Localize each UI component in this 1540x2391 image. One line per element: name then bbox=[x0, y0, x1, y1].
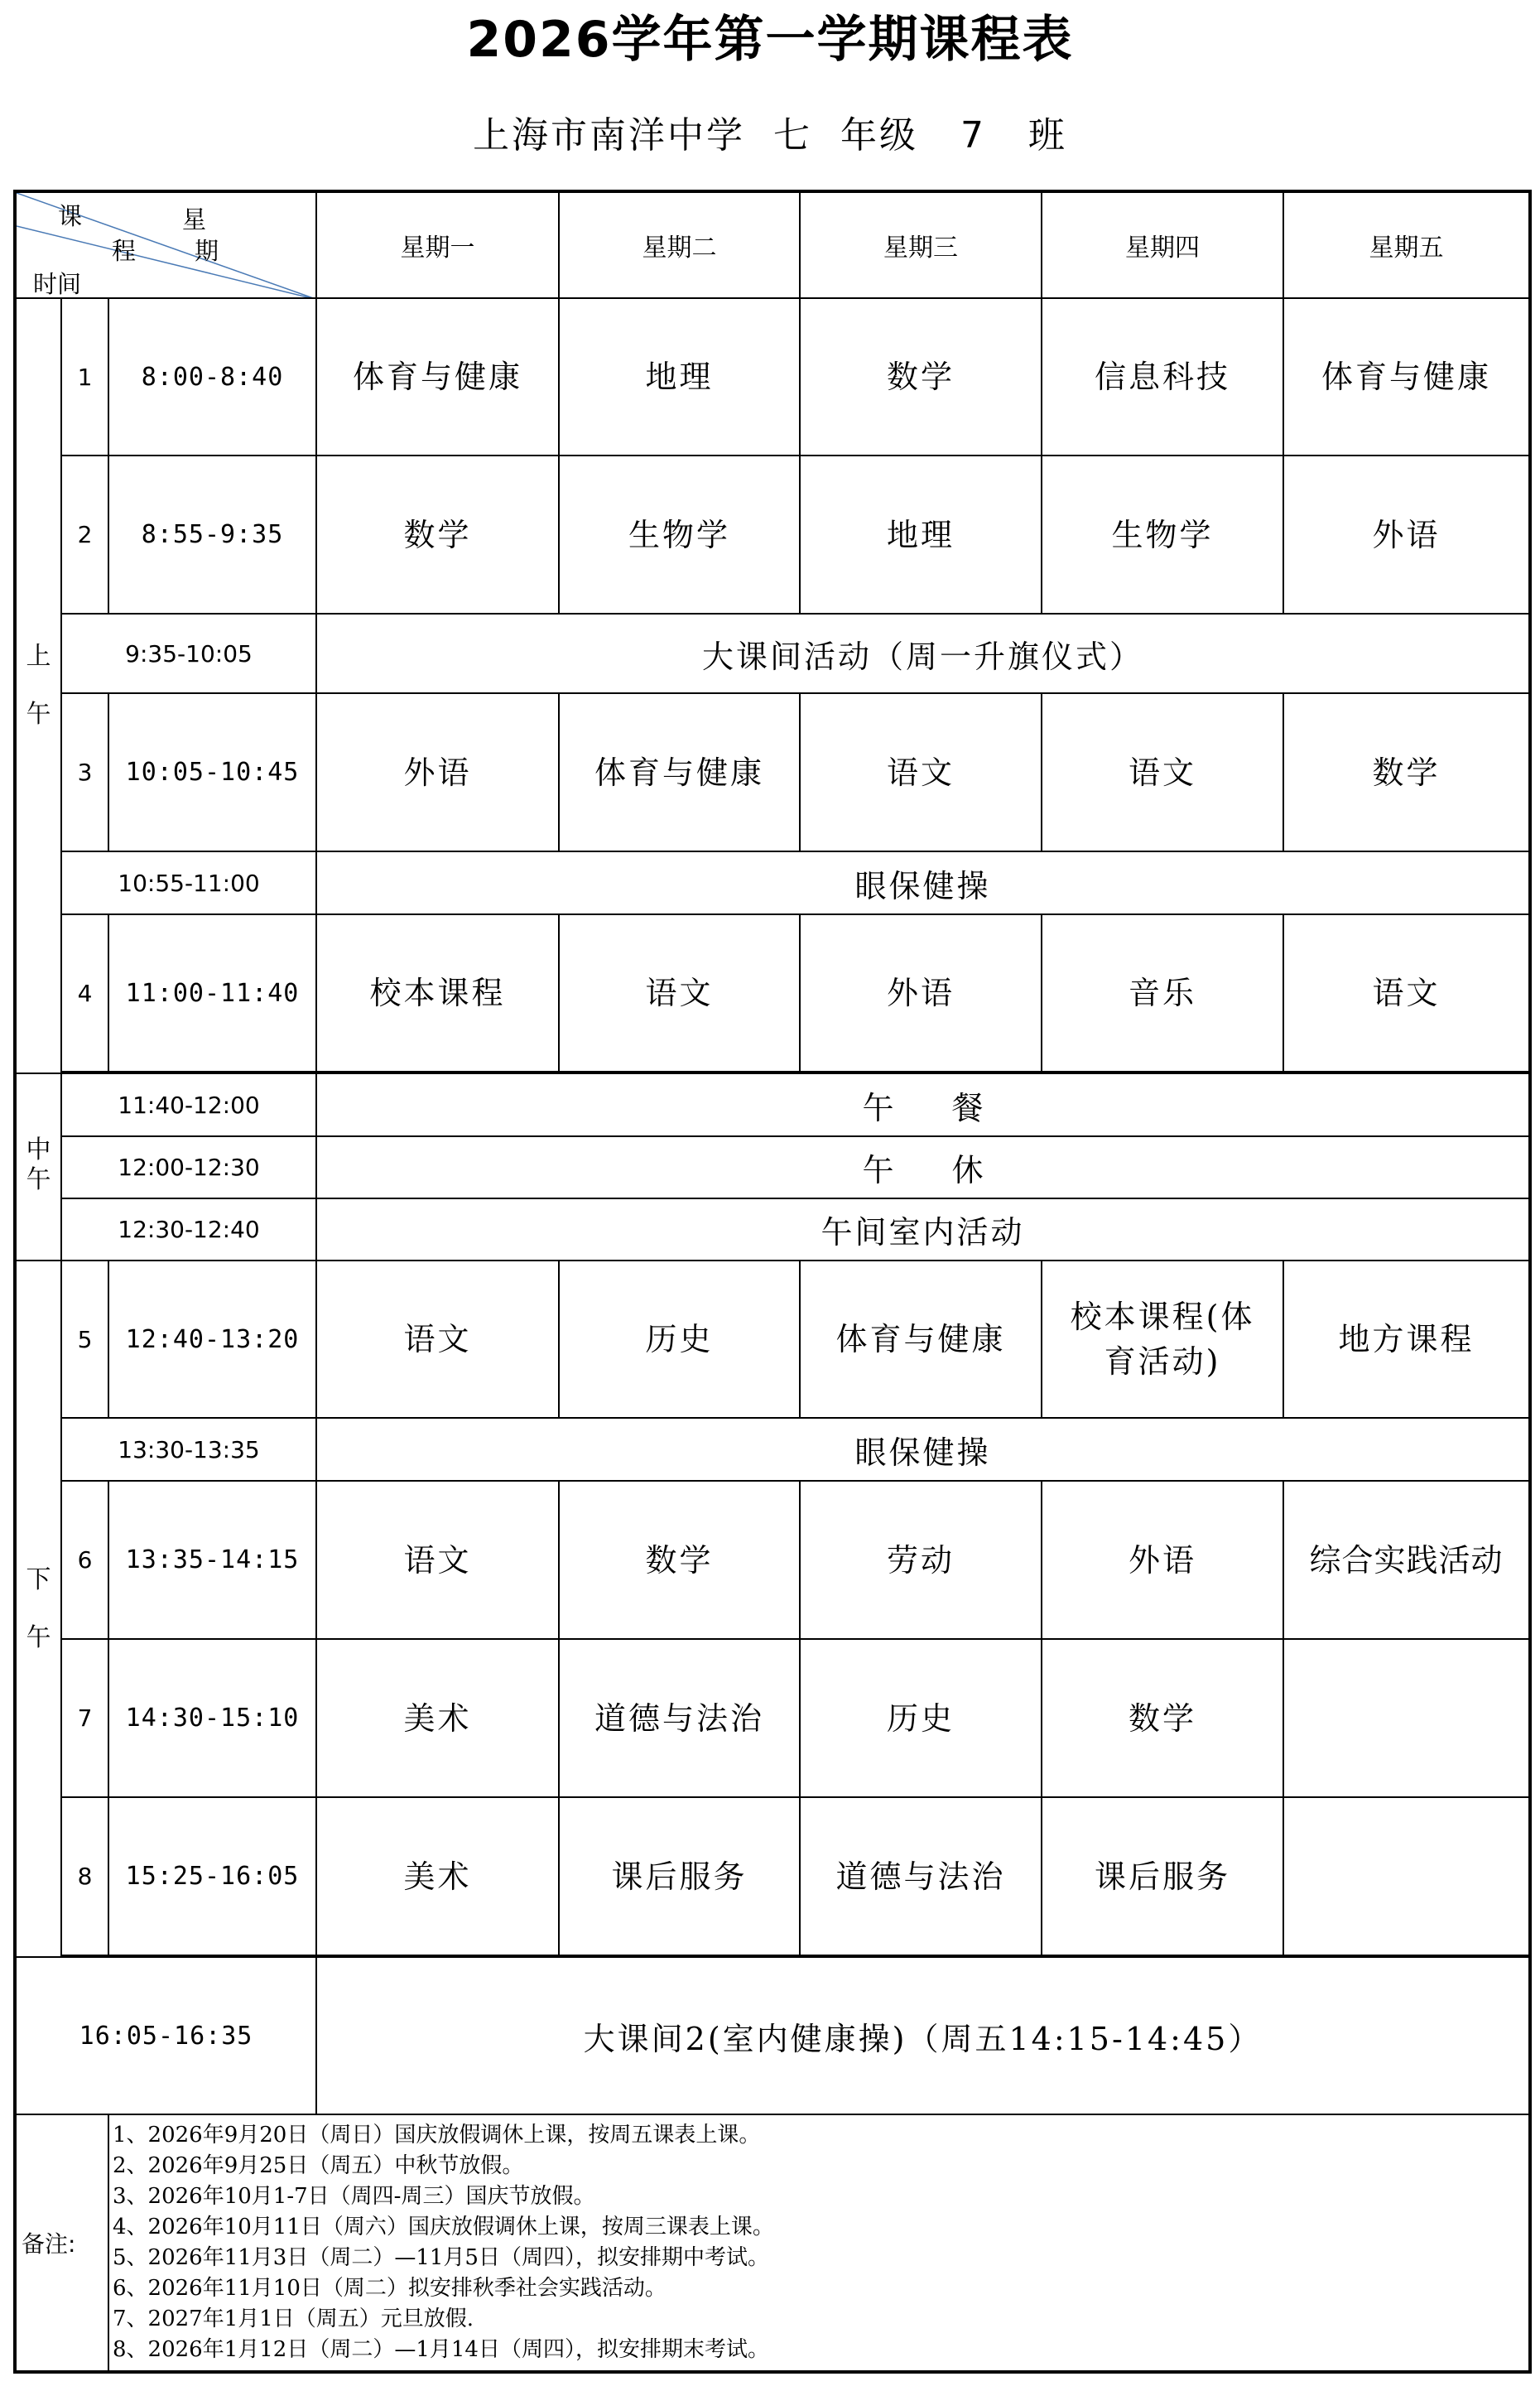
corner-qi: 期 bbox=[195, 237, 219, 265]
period-time: 14:30-15:10 bbox=[108, 1639, 316, 1797]
subject-cell: 语文 bbox=[316, 1261, 559, 1418]
break-time: 13:30-13:35 bbox=[61, 1418, 316, 1481]
rest-label: 午休 bbox=[862, 1152, 1042, 1188]
subject-cell: 数学 bbox=[559, 1481, 800, 1639]
subject-cell: 美术 bbox=[316, 1639, 559, 1797]
subject-cell: 语文 bbox=[559, 914, 800, 1072]
period-number: 1 bbox=[61, 298, 108, 456]
subject-cell bbox=[1283, 1639, 1530, 1797]
subject-cell: 体育与健康 bbox=[316, 298, 559, 456]
day-header: 星期一 bbox=[316, 191, 559, 298]
subject-cell: 道德与法治 bbox=[800, 1797, 1042, 1955]
period-row bbox=[15, 1481, 1530, 1639]
subject-cell: 数学 bbox=[1283, 693, 1530, 851]
notes-row bbox=[15, 2114, 1530, 2372]
subject-text: 校本课程(体育活动) bbox=[1070, 1299, 1255, 1380]
period-number: 8 bbox=[61, 1797, 108, 1955]
break-row bbox=[15, 1957, 1530, 2114]
period-number: 7 bbox=[61, 1639, 108, 1797]
subject-cell: 外语 bbox=[1042, 1481, 1283, 1639]
period-row bbox=[15, 693, 1530, 851]
corner-time: 时间 bbox=[33, 270, 82, 298]
subject-cell: 外语 bbox=[316, 693, 559, 851]
subject-cell: 地理 bbox=[559, 298, 800, 456]
subject-cell bbox=[1283, 1797, 1530, 1955]
subject-cell: 外语 bbox=[1283, 456, 1530, 614]
subject-cell: 道德与法治 bbox=[559, 1639, 800, 1797]
note-line: 7、2027年1月1日（周五）元旦放假. bbox=[113, 2307, 474, 2331]
break-time: 11:40-12:00 bbox=[61, 1073, 316, 1136]
break-time: 12:00-12:30 bbox=[61, 1136, 316, 1198]
subject-cell bbox=[1042, 1261, 1283, 1418]
subject-cell: 体育与健康 bbox=[800, 1261, 1042, 1418]
period-time: 15:25-16:05 bbox=[108, 1797, 316, 1955]
period-number: 4 bbox=[61, 914, 108, 1072]
note-line: 4、2026年10月11日（周六）国庆放假调休上课，按周三课表上课。 bbox=[113, 2215, 774, 2239]
break-time: 9:35-10:05 bbox=[61, 614, 316, 693]
subject-cell: 体育与健康 bbox=[1283, 298, 1530, 456]
period-time: 13:35-14:15 bbox=[108, 1481, 316, 1639]
subject-cell: 地理 bbox=[800, 456, 1042, 614]
class-subtitle: 上海市南洋中学 七 年级 7 班 bbox=[473, 114, 1067, 157]
notes-cell bbox=[108, 2114, 1530, 2372]
subject-cell: 课后服务 bbox=[559, 1797, 800, 1955]
period-time: 12:40-13:20 bbox=[108, 1261, 316, 1418]
day-header: 星期三 bbox=[800, 191, 1042, 298]
segment-morning-label: 上午 bbox=[26, 642, 51, 729]
note-line: 1、2026年9月20日（周日）国庆放假调休上课，按周五课表上课。 bbox=[113, 2123, 761, 2148]
period-row bbox=[15, 1639, 1530, 1797]
subject-cell: 生物学 bbox=[1042, 456, 1283, 614]
period-number: 5 bbox=[61, 1261, 108, 1418]
break-row bbox=[15, 614, 1530, 693]
day-header: 星期五 bbox=[1283, 191, 1530, 298]
subject-cell: 历史 bbox=[800, 1639, 1042, 1797]
note-line: 5、2026年11月3日（周二）—11月5日（周四），拟安排期中考试。 bbox=[113, 2245, 769, 2270]
break-row bbox=[15, 851, 1530, 914]
break-row bbox=[15, 1198, 1530, 1261]
subject-cell: 课后服务 bbox=[1042, 1797, 1283, 1955]
corner-ke: 课 bbox=[58, 202, 83, 230]
break-label: 午间室内活动 bbox=[316, 1198, 1530, 1261]
period-row bbox=[15, 914, 1530, 1072]
break-row bbox=[15, 1073, 1530, 1136]
break-label: 眼保健操 bbox=[316, 1418, 1530, 1481]
note-line: 2、2026年9月25日（周五）中秋节放假。 bbox=[113, 2153, 524, 2178]
header-row bbox=[15, 191, 1530, 298]
segment-afternoon-label: 下午 bbox=[26, 1564, 51, 1652]
subject-cell: 综合实践活动 bbox=[1283, 1481, 1530, 1639]
subject-cell: 语文 bbox=[800, 693, 1042, 851]
break-label bbox=[316, 1136, 1530, 1198]
segment-noon bbox=[15, 1073, 61, 1261]
subject-cell: 美术 bbox=[316, 1797, 559, 1955]
subject-cell: 语文 bbox=[1283, 914, 1530, 1072]
period-number: 3 bbox=[61, 693, 108, 851]
notes-label: 备注: bbox=[15, 2114, 108, 2372]
period-row bbox=[15, 1797, 1530, 1955]
period-time: 11:00-11:40 bbox=[108, 914, 316, 1072]
subject-cell: 数学 bbox=[316, 456, 559, 614]
break-label: 眼保健操 bbox=[316, 851, 1530, 914]
subject-cell: 历史 bbox=[559, 1261, 800, 1418]
subject-cell: 音乐 bbox=[1042, 914, 1283, 1072]
corner-xing: 星 bbox=[182, 205, 207, 234]
subject-cell: 生物学 bbox=[559, 456, 800, 614]
break-label bbox=[316, 1073, 1530, 1136]
subject-cell: 语文 bbox=[1042, 693, 1283, 851]
break-row bbox=[15, 1136, 1530, 1198]
subject-cell: 地方课程 bbox=[1283, 1261, 1530, 1418]
period-row bbox=[15, 1261, 1530, 1418]
day-header: 星期二 bbox=[559, 191, 800, 298]
period-row bbox=[15, 456, 1530, 614]
segment-afternoon bbox=[15, 1261, 61, 1957]
break-label: 大课间2(室内健康操)（周五14:15-14:45） bbox=[316, 1957, 1530, 2114]
period-number: 6 bbox=[61, 1481, 108, 1639]
subject-cell: 校本课程 bbox=[316, 914, 559, 1072]
note-line: 8、2026年1月12日（周二）—1月14日（周四），拟安排期末考试。 bbox=[113, 2337, 769, 2362]
subject-cell: 数学 bbox=[800, 298, 1042, 456]
break-time: 12:30-12:40 bbox=[61, 1198, 316, 1261]
note-line: 6、2026年11月10日（周二）拟安排秋季社会实践活动。 bbox=[113, 2276, 667, 2301]
subject-cell: 信息科技 bbox=[1042, 298, 1283, 456]
break-row bbox=[15, 1418, 1530, 1481]
segment-morning bbox=[15, 298, 61, 1073]
subject-cell: 劳动 bbox=[800, 1481, 1042, 1639]
lunch-label: 午餐 bbox=[862, 1089, 1042, 1126]
break-label: 大课间活动（周一升旗仪式） bbox=[316, 614, 1530, 693]
break-time: 10:55-11:00 bbox=[61, 851, 316, 914]
period-number: 2 bbox=[61, 456, 108, 614]
corner-cheng: 程 bbox=[112, 237, 137, 265]
schedule-table bbox=[13, 190, 1532, 2374]
subject-cell: 体育与健康 bbox=[559, 693, 800, 851]
subject-cell: 语文 bbox=[316, 1481, 559, 1639]
day-header: 星期四 bbox=[1042, 191, 1283, 298]
subject-cell: 数学 bbox=[1042, 1639, 1283, 1797]
corner-header-cell bbox=[15, 191, 316, 298]
segment-noon-label: 中午 bbox=[26, 1135, 51, 1194]
period-time: 8:55-9:35 bbox=[108, 456, 316, 614]
subject-cell: 外语 bbox=[800, 914, 1042, 1072]
page-title: 2026学年第一学期课程表 bbox=[466, 11, 1074, 69]
break-time: 16:05-16:35 bbox=[15, 1957, 316, 2114]
period-row bbox=[15, 298, 1530, 456]
note-line: 3、2026年10月1-7日（周四-周三）国庆节放假。 bbox=[113, 2184, 595, 2209]
period-time: 10:05-10:45 bbox=[108, 693, 316, 851]
period-time: 8:00-8:40 bbox=[108, 298, 316, 456]
